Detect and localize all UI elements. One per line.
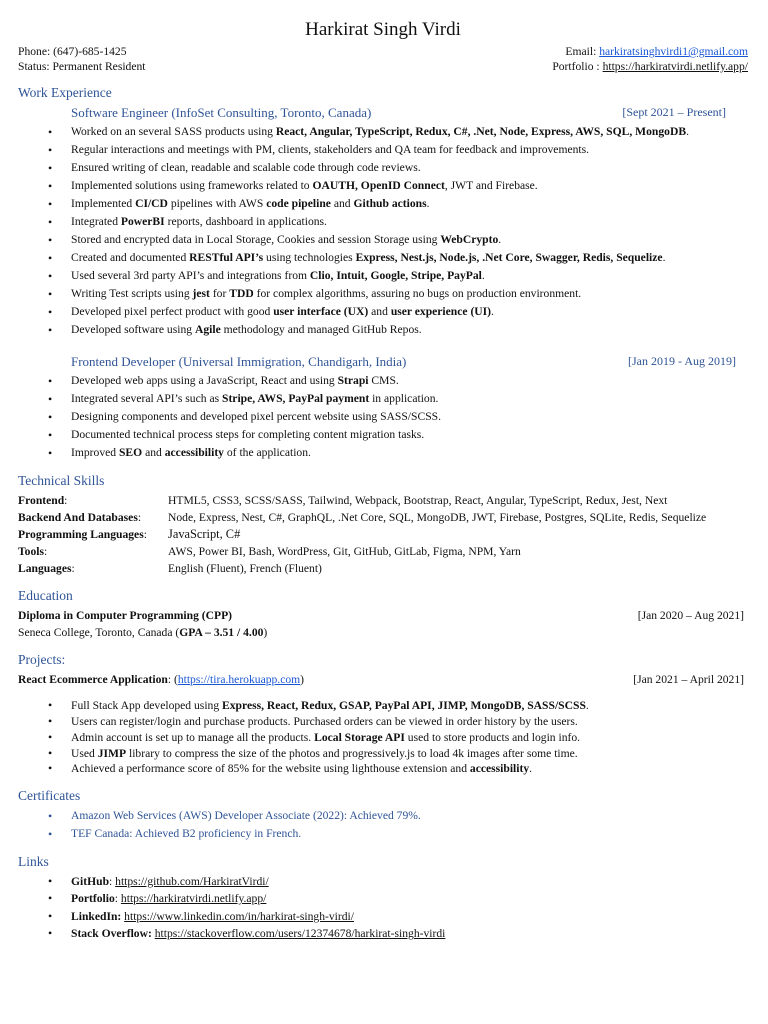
list-item (18, 177, 748, 195)
bullet-bold: Express, React, Redux, GSAP, PayPal API, JIMP, MongoDB, SASS/SCSS (222, 699, 586, 713)
job1-dates: [Sept 2021 – Present] (622, 105, 726, 119)
bullet-text: CMS. (368, 374, 399, 387)
bullet-text: of the application. (223, 446, 311, 459)
bullet-bold: user experience (UI) (390, 305, 492, 318)
technical-skills-heading: Technical Skills (18, 473, 105, 488)
skills-label-text: Languages (18, 562, 72, 575)
bullet-text: . (686, 125, 689, 138)
project-name: React Ecommerce Application (18, 673, 168, 687)
bullet-text: . (426, 197, 430, 210)
list-item (18, 807, 748, 825)
skills-value: HTML5, CSS3, SCSS/SASS, Tailwind, Webpack, Bootstrap, React, Angular, TypeScript, Redux, Jest, Next (168, 494, 668, 507)
links-heading: Links (18, 853, 49, 869)
email-line (552, 44, 748, 59)
bullet-text: using technologies (263, 251, 356, 264)
bullet-text: used to store products and login info. (404, 730, 581, 744)
bullet-bold: CI/CD (135, 197, 168, 210)
bullet-bold: RESTful API’s (189, 251, 264, 264)
bullet-bold: Agile (194, 323, 221, 336)
job1-title: Software Engineer (InfoSet Consulting, Toronto, Canada) (71, 105, 372, 120)
project-dates: [Jan 2021 – April 2021] (633, 673, 744, 687)
portfolio-link[interactable]: https://harkiratvirdi.netlify.app/ (602, 60, 748, 73)
skills-label (18, 526, 168, 543)
bullet-bold: OAUTH, OpenID Connect (312, 179, 445, 192)
list-item (18, 714, 748, 730)
linkedin-link[interactable]: https://www.linkedin.com/in/harkirat-singh-virdi/ (124, 909, 354, 923)
bullet-bold: Local Storage API (314, 730, 405, 744)
education-dates: [Jan 2020 – Aug 2021] (637, 609, 744, 622)
skills-value: Node, Express, Nest, C#, GraphQL, .Net Core, SQL, MongoDB, JWT, Firebase, Postgres, SQLite, Redis, Sequelize (168, 511, 707, 524)
list-item (18, 698, 748, 714)
bullet-text: . (529, 762, 533, 776)
stackoverflow-link[interactable]: https://stackoverflow.com/users/12374678/harkirat-singh-virdi (154, 927, 446, 941)
skills-table (18, 492, 748, 577)
list-item (18, 372, 748, 390)
job2-title: Frontend Developer (Universal Immigration, Chandigarh, India) (71, 354, 407, 369)
bullet-text: for (209, 287, 230, 300)
bullet-text: Writing Test scripts using (71, 287, 193, 300)
bullet-bold: TDD (229, 287, 254, 300)
link-label: GitHub (71, 874, 110, 888)
list-item (18, 925, 748, 943)
bullet-text: Achieved a performance score of 85% for the website using lighthouse extension and (71, 762, 470, 776)
bullet-text: . (662, 251, 666, 264)
projects-heading (18, 651, 748, 669)
bullet-bold: Stripe, AWS, PayPal payment (222, 392, 370, 405)
skills-label-colon: : (71, 562, 75, 575)
skills-value: JavaScript, C# (168, 527, 241, 541)
certificate-text: TEF Canada: Achieved B2 proficiency in French. (71, 826, 302, 840)
bullet-text: methodology and managed GitHub Repos. (220, 323, 422, 336)
bullet-text: and (330, 197, 354, 210)
skills-label (18, 509, 168, 526)
skills-label (18, 492, 168, 509)
bullet-text: Integrated several API’s such as (71, 392, 222, 405)
list-item (18, 408, 748, 426)
link-label: Stack Overflow: (71, 927, 152, 941)
project-close: ) (300, 673, 305, 687)
bullet-bold: WebCrypto (440, 233, 499, 246)
candidate-name: Harkirat Singh Virdi (305, 19, 461, 40)
skills-value: AWS, Power BI, Bash, WordPress, Git, GitHub, GitLab, Figma, NPM, Yarn (168, 545, 521, 558)
skills-label (18, 560, 168, 577)
job1-bullets (18, 123, 748, 339)
bullet-text: , JWT and Firebase. (444, 179, 538, 192)
bullet-bold: PowerBI (120, 215, 165, 228)
bullet-text: Ensured writing of clean, readable and scalable code through code reviews. (71, 161, 421, 174)
bullet-text: Worked on an several SASS products using (71, 125, 276, 138)
bullet-text: . (585, 699, 589, 713)
list-item (18, 267, 748, 285)
bullet-text: Stored and encrypted data in Local Storage, Cookies and session Storage using (71, 233, 441, 246)
list-item (18, 231, 748, 249)
bullet-bold: React, Angular, TypeScript, Redux, C#, .Net, Node, Express, AWS, SQL, MongoDB (275, 125, 687, 138)
list-item (18, 321, 748, 339)
project-link[interactable]: https://tira.herokuapp.com (177, 673, 301, 687)
bullet-text: Regular interactions and meetings with PM, clients, stakeholders and QA team for feedback and improvements. (71, 143, 590, 156)
bullet-text: Integrated (71, 215, 121, 228)
project-sep: : ( (167, 673, 178, 687)
bullet-bold: jest (192, 287, 210, 300)
bullet-bold: JIMP (97, 746, 127, 760)
gpa-text: GPA – 3.51 / 4.00 (179, 626, 264, 639)
list-item (18, 426, 748, 444)
skills-row-tools (18, 543, 748, 560)
school-text: Seneca College, Toronto, Canada ( (18, 626, 180, 639)
list-item (18, 890, 748, 908)
portfolio-line (552, 59, 748, 74)
bullet-text: Used (71, 746, 98, 760)
skills-label-text: Backend And Databases (18, 511, 138, 524)
bullet-text: Used several 3rd party API’s and integrations from (71, 269, 310, 282)
job1-header (18, 104, 748, 121)
bullet-bold: SEO (118, 446, 143, 459)
education-row (18, 607, 748, 624)
project-bullets (18, 698, 748, 777)
status-text: Status: Permanent Resident (18, 60, 146, 73)
bullet-bold: code pipeline (266, 197, 331, 210)
bullet-bold: accessibility (469, 762, 530, 776)
list-item (18, 123, 748, 141)
list-item (18, 444, 748, 462)
bullet-text: Implemented solutions using frameworks related to (71, 179, 313, 192)
skills-label (18, 543, 168, 560)
list-item (18, 746, 748, 762)
bullet-text: Admin account is set up to manage all the products. (71, 730, 315, 744)
bullet-text: reports, dashboard in applications. (164, 215, 327, 228)
email-link[interactable]: harkiratsinghvirdi1@gmail.com (599, 45, 748, 58)
degree-name: Diploma in Computer Programming (CPP) (18, 609, 233, 622)
contact-block (18, 44, 748, 74)
link-label: Portfolio (71, 892, 115, 906)
bullet-text: pipelines with AWS (167, 197, 267, 210)
education-heading: Education (18, 588, 73, 603)
bullet-bold: user interface (UX) (273, 305, 369, 318)
bullet-bold: Github actions (353, 197, 427, 210)
portfolio-label: Portfolio : (552, 60, 603, 73)
github-link[interactable]: https://github.com/HarkiratVirdi/ (115, 874, 269, 888)
bullet-bold: Strapi (337, 374, 369, 387)
contact-left (18, 44, 146, 74)
bullet-text: Improved (71, 446, 119, 459)
bullet-text: library to compress the size of the photos and progressively.js to load 4k images after some time. (126, 746, 578, 760)
list-item (18, 285, 748, 303)
skills-label-text: Frontend (18, 494, 65, 507)
job2-header (18, 353, 748, 370)
bullet-text: . (498, 233, 502, 246)
projects-title-colon: : (61, 652, 66, 668)
email-label: Email: (565, 45, 600, 58)
bullet-text: and (142, 446, 165, 459)
school-line (18, 624, 748, 641)
portfolio-url-link[interactable]: https://harkiratvirdi.netlify.app/ (120, 892, 267, 906)
skills-label-text: Tools (18, 545, 44, 558)
bullet-bold: Express, Nest.js, Node.js, .Net Core, Swagger, Redis, Sequelize (355, 251, 663, 264)
bullet-bold: accessibility (164, 446, 224, 459)
bullet-text: Created and documented (71, 251, 190, 264)
phone-text: Phone: (647)-685-1425 (18, 45, 127, 58)
bullet-text: Users can register/login and purchase products. Purchased orders can be viewed in order history by the users. (71, 715, 578, 729)
bullet-text: . (481, 269, 485, 282)
certificate-list (18, 807, 748, 843)
bullet-text: . (491, 305, 494, 318)
work-experience-heading: Work Experience (18, 85, 112, 100)
project-row (18, 671, 748, 688)
bullet-text: Developed web apps using a JavaScript, React and using (71, 374, 338, 387)
skills-row-languages (18, 560, 748, 577)
bullet-text: in application. (369, 392, 439, 405)
link-sep: : (109, 874, 116, 888)
list-item (18, 730, 748, 746)
bullet-text: Developed pixel perfect product with good (71, 305, 274, 318)
link-label: LinkedIn: (71, 909, 122, 923)
skills-row-backend (18, 509, 748, 526)
skills-row-programming (18, 526, 748, 543)
list-item (18, 761, 748, 777)
bullet-text: Implemented (71, 197, 136, 210)
link-sep: : (114, 892, 121, 906)
links-list (18, 873, 748, 943)
list-item (18, 303, 748, 321)
contact-right (552, 44, 748, 74)
skills-label-colon: : (44, 545, 48, 558)
list-item (18, 249, 748, 267)
certificates-heading: Certificates (18, 787, 81, 803)
bullet-text: Designing components and developed pixel percent website using SASS/SCSS. (71, 410, 442, 423)
skills-label-text: Programming Languages (18, 528, 144, 541)
skills-row-frontend (18, 492, 748, 509)
bullet-text: Developed software using (71, 323, 195, 336)
list-item (18, 195, 748, 213)
bullet-text: Full Stack App developed using (71, 699, 223, 713)
skills-label-colon: : (137, 511, 142, 524)
bullet-text: Documented technical process steps for completing content migration tasks. (71, 428, 425, 441)
skills-value: English (Fluent), French (Fluent) (168, 562, 322, 575)
list-item (18, 908, 748, 926)
school-close: ) (263, 626, 268, 639)
list-item (18, 873, 748, 891)
list-item (18, 825, 748, 843)
bullet-bold: Clio, Intuit, Google, Stripe, PayPal (309, 269, 482, 282)
certificate-text: Amazon Web Services (AWS) Developer Associate (2022): Achieved 79%. (71, 808, 421, 822)
job2-bullets (18, 372, 748, 462)
list-item (18, 213, 748, 231)
project-title-line (18, 671, 304, 688)
skills-label-colon: : (64, 494, 68, 507)
bullet-text: for complex algorithms, assuring no bugs on production environment. (253, 287, 582, 300)
list-item (18, 390, 748, 408)
list-item (18, 141, 748, 159)
list-item (18, 159, 748, 177)
bullet-text: and (368, 305, 391, 318)
skills-label-colon: : (143, 528, 147, 541)
projects-title: Projects (18, 652, 62, 668)
job2-dates: [Jan 2019 - Aug 2019] (628, 354, 736, 368)
